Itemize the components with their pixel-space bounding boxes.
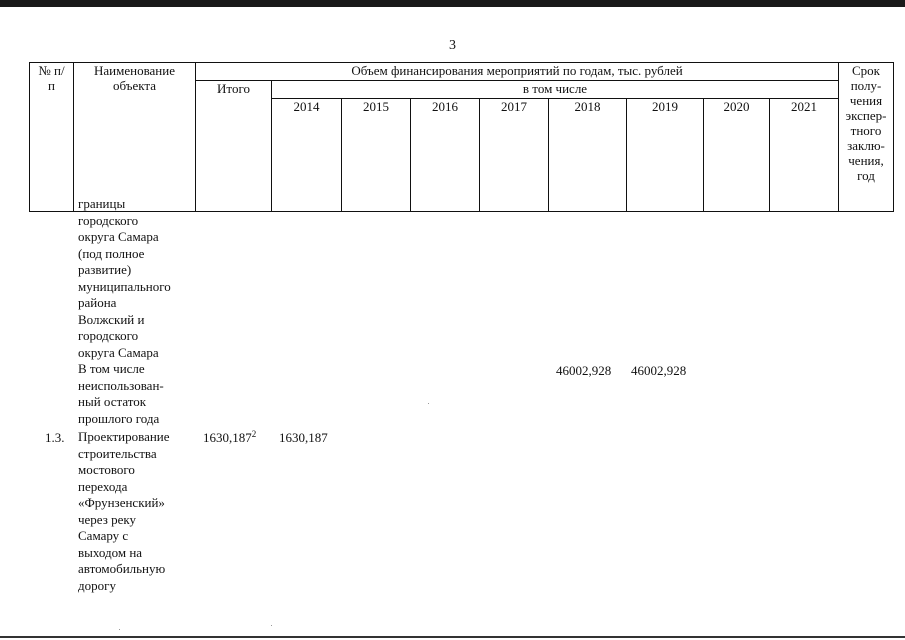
header-year-2016: 2016 [411,99,480,212]
header-name: Наименование объекта [74,63,196,212]
continued-object-name: границы городского округа Самара (под полное развитие) муниципального района Волжский и городского округа Самара В том числе неиспользован- ный остаток прошлого года [78,196,171,426]
remainder-2019: 46002,928 [631,363,687,378]
scan-speck [428,403,429,404]
header-year-2020: 2020 [704,99,770,212]
header-year-2018: 2018 [549,99,627,212]
header-total: Итого [196,81,272,212]
header-term: Срок полу-чения экспер-тного заклю-чения, год [839,63,894,212]
header-year-2021: 2021 [770,99,839,212]
table-header [29,62,894,212]
row-1-3-number: 1.3. [45,430,65,445]
scan-bottom-edge [0,636,905,638]
header-num: № п/п [30,63,74,212]
page-number: 3 [449,38,456,53]
scan-speck [271,625,272,626]
row-1-3-total: 1630,187$^2$ [203,429,257,445]
header-year-2017: 2017 [480,99,549,212]
header-including: в том числе [272,81,839,99]
row-1-3-name: Проектирование строительства мостового перехода «Фрунзенский» через реку Самару с выходом на автомобильную дорогу [78,429,170,593]
scan-speck [119,629,120,630]
remainder-2018: 46002,928 [556,363,612,378]
header-financing: Объем финансирования мероприятий по годам, тыс. рублей [196,63,839,81]
scan-top-edge [0,0,905,7]
header-year-2015: 2015 [342,99,411,212]
row-1-3-2014: 1630,187 [279,430,328,445]
header-year-2019: 2019 [627,99,704,212]
header-year-2014: 2014 [272,99,342,212]
footnote-marker: 2 [251,429,257,439]
